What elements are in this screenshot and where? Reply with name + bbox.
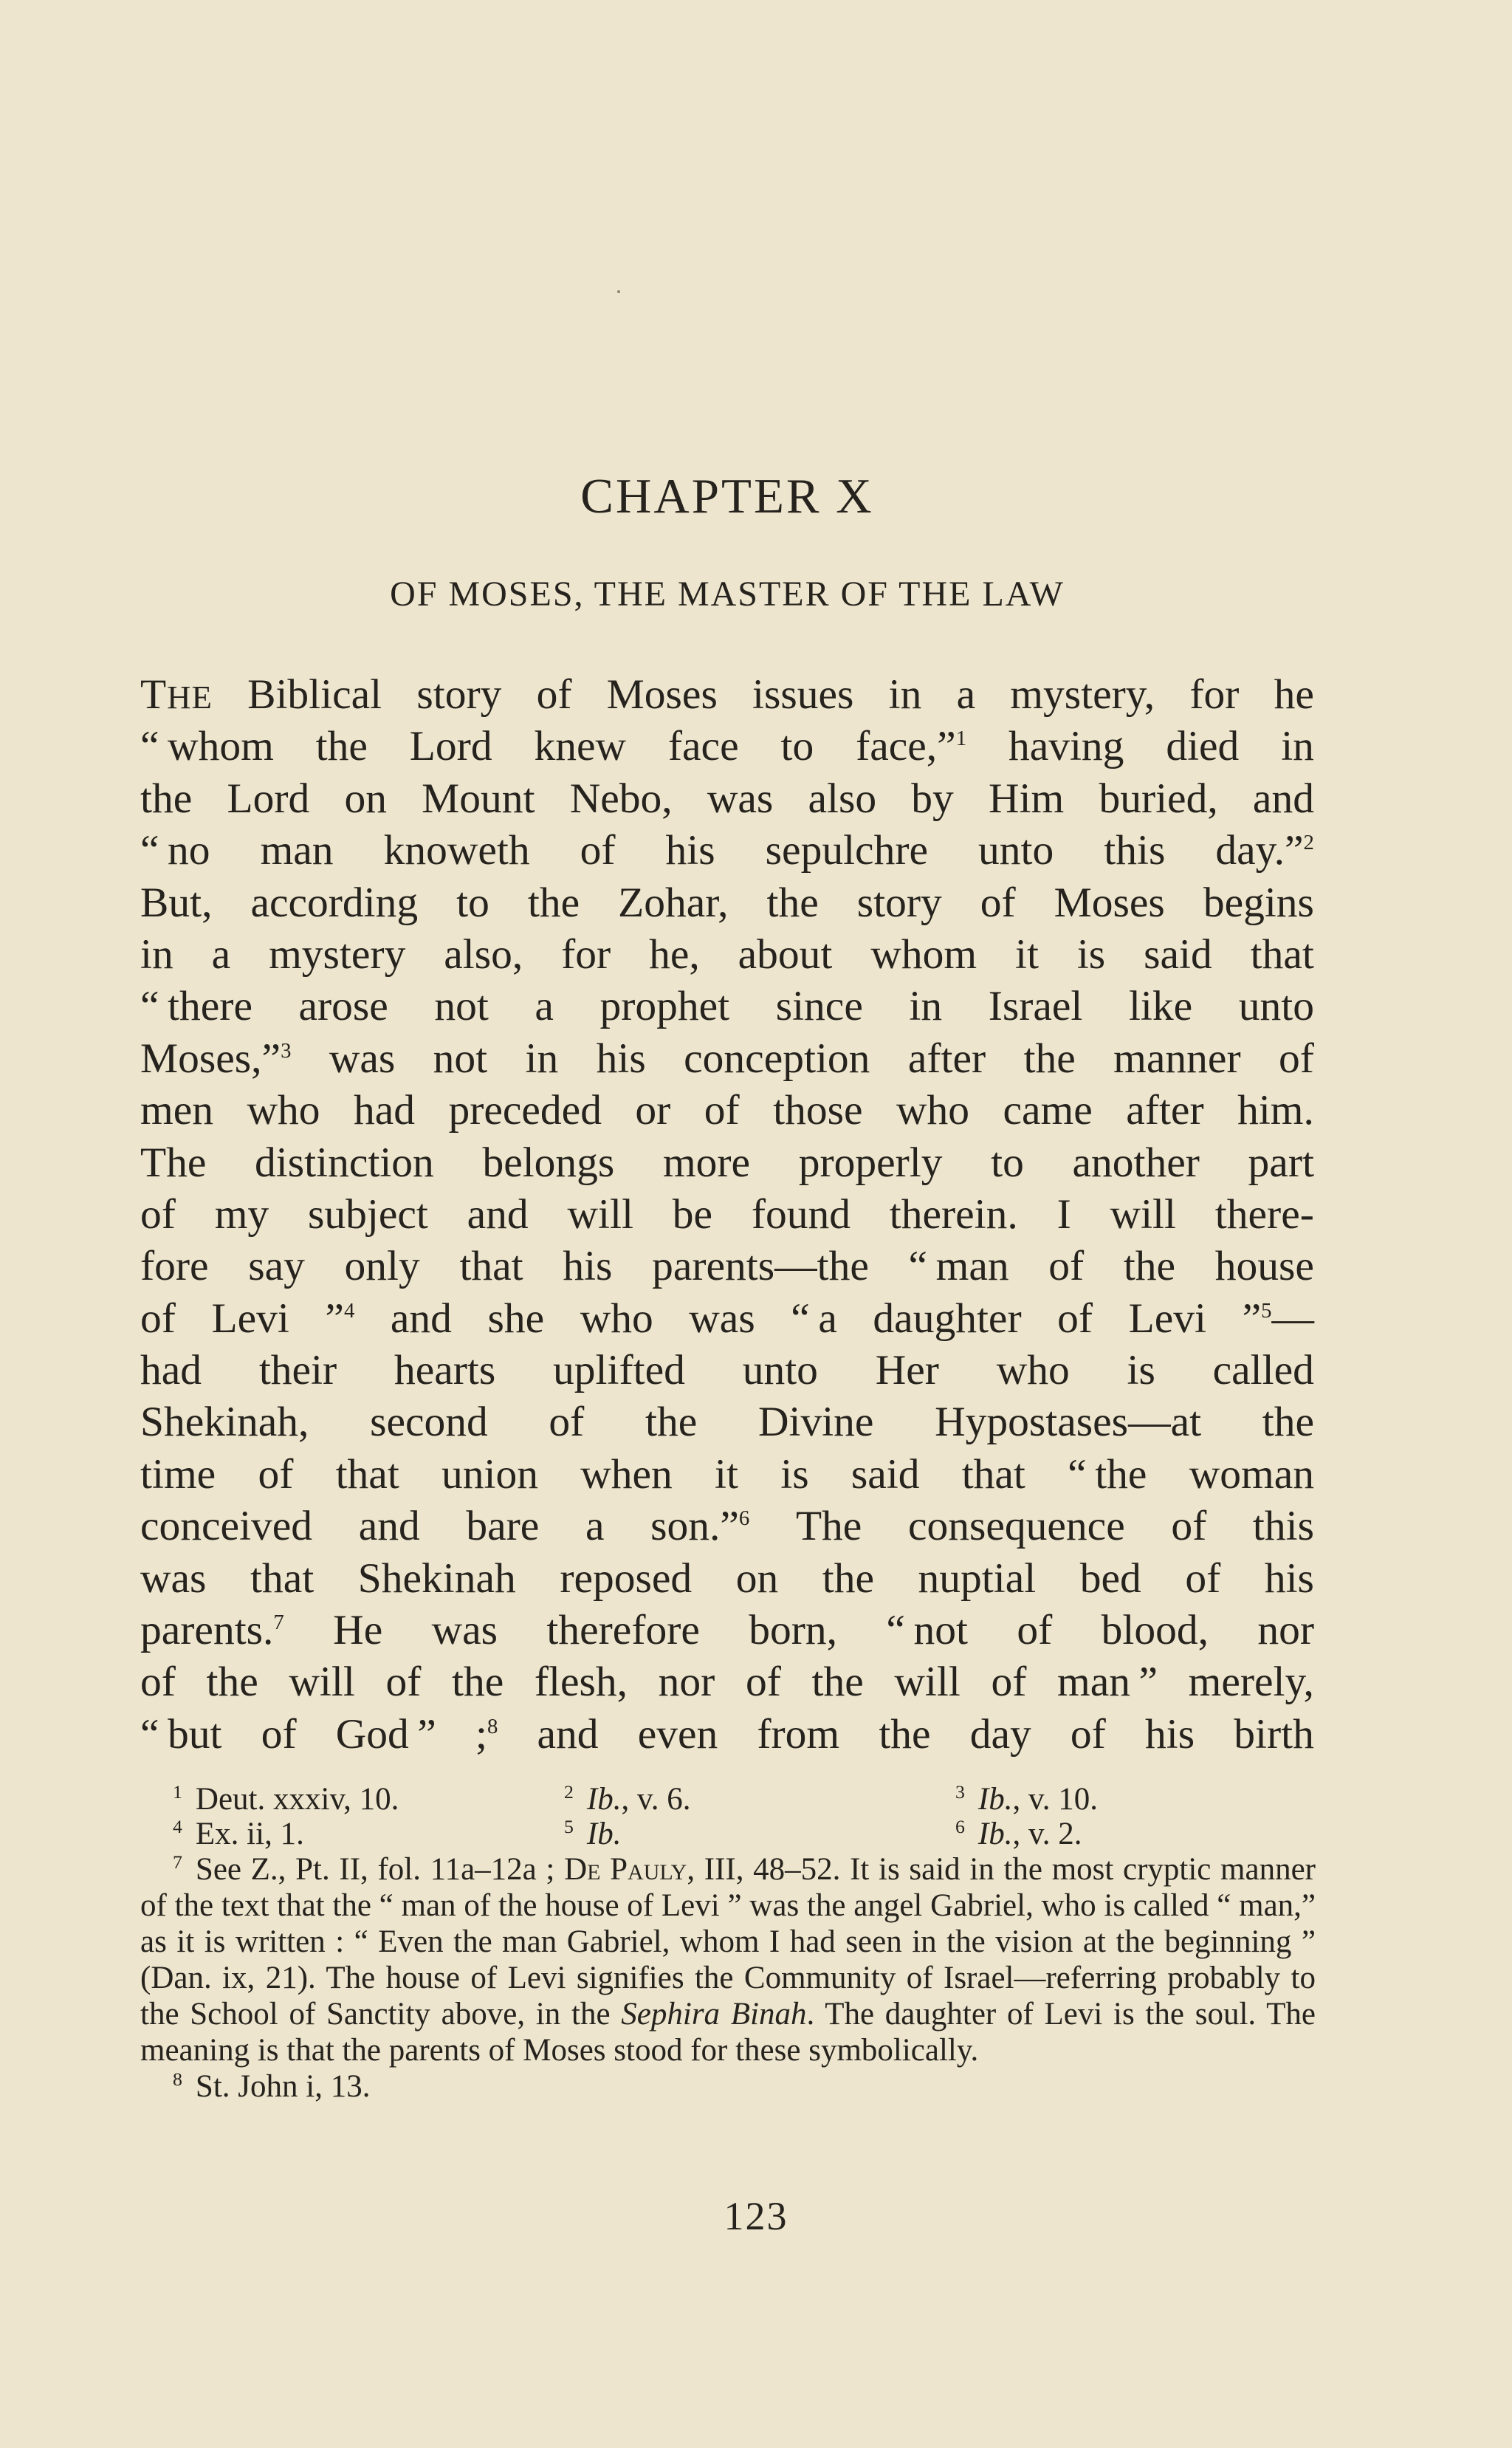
word: of xyxy=(1048,1243,1085,1290)
word: knoweth xyxy=(383,827,530,874)
word: therefore xyxy=(546,1607,700,1654)
word: fore xyxy=(140,1243,209,1290)
word: when xyxy=(580,1450,673,1498)
word: a xyxy=(535,983,554,1030)
short-footnotes xyxy=(140,1782,1316,1851)
word: only xyxy=(344,1243,420,1290)
word: subject xyxy=(307,1190,428,1238)
word: second xyxy=(370,1399,488,1446)
word: properly xyxy=(798,1139,943,1186)
word: to xyxy=(456,879,489,926)
word: of xyxy=(140,1295,176,1342)
footnote xyxy=(532,1782,923,1817)
word: I xyxy=(1056,1190,1071,1238)
word: is xyxy=(1127,1347,1155,1394)
word: son.”$^6$ xyxy=(650,1503,750,1550)
paper-speck xyxy=(617,290,620,293)
word: of xyxy=(991,1659,1027,1706)
body-line xyxy=(140,929,1314,981)
word: that xyxy=(961,1450,1025,1498)
word: belongs xyxy=(482,1139,615,1186)
word: “ whom xyxy=(140,723,274,770)
word: had xyxy=(140,1347,202,1394)
word: He xyxy=(333,1607,383,1654)
word: the xyxy=(645,1399,698,1446)
word: issues xyxy=(752,671,854,718)
word: house xyxy=(1214,1243,1314,1290)
word: on xyxy=(344,775,387,822)
word: parents.$^7$ xyxy=(140,1607,284,1654)
word: his xyxy=(1144,1710,1195,1758)
word: unto xyxy=(1238,983,1314,1030)
word: there- xyxy=(1214,1190,1314,1238)
word: of xyxy=(140,1659,176,1706)
word: was xyxy=(329,1035,396,1082)
word: that xyxy=(459,1243,523,1290)
footnotes xyxy=(140,1782,1316,2105)
body-line xyxy=(140,1137,1314,1189)
word: Shekinah, xyxy=(140,1399,309,1446)
body-line xyxy=(140,877,1314,929)
word: will xyxy=(894,1659,961,1706)
word: “ but xyxy=(140,1710,222,1758)
word: my xyxy=(214,1190,269,1238)
word: Nebo, xyxy=(569,775,673,822)
word: birth xyxy=(1234,1710,1314,1758)
word: flesh, xyxy=(534,1659,628,1706)
word: buried, xyxy=(1099,775,1218,822)
word: uplifted xyxy=(553,1347,685,1394)
word: born, xyxy=(749,1607,838,1654)
word: man ” xyxy=(1056,1659,1158,1706)
word: the xyxy=(206,1659,258,1706)
opening-word: THE xyxy=(140,671,213,718)
footnote-ref[interactable]: 1 xyxy=(955,727,967,751)
word: whom xyxy=(870,930,977,978)
body-line xyxy=(140,825,1314,877)
word: was xyxy=(707,775,774,822)
word: in xyxy=(888,671,922,718)
footnote-text: See Z., Pt. II, fol. 11a–12a ; xyxy=(195,1852,565,1887)
body-line xyxy=(140,1501,1314,1552)
footnote-number: 7 xyxy=(173,1851,182,1873)
word: ”$^5$— xyxy=(1242,1295,1314,1342)
word: unto xyxy=(978,827,1054,874)
word: Biblical xyxy=(247,671,382,718)
word: of xyxy=(258,1450,294,1498)
word: to xyxy=(780,723,814,770)
word: Her xyxy=(875,1347,939,1394)
word: men xyxy=(140,1087,213,1134)
footnote-8 xyxy=(140,2068,1316,2105)
word: of xyxy=(1278,1035,1314,1082)
word: him. xyxy=(1237,1087,1314,1134)
word: man xyxy=(260,827,334,874)
footnote-text: St. John i, 13. xyxy=(195,2069,371,2104)
word: The xyxy=(140,1139,207,1186)
body-line xyxy=(140,981,1314,1032)
word: Him xyxy=(989,775,1065,822)
word: say xyxy=(248,1243,305,1290)
footnote-text: Deut. xxxiv, 10. xyxy=(195,1782,399,1817)
word: part xyxy=(1248,1139,1314,1186)
word: “ man xyxy=(908,1243,1009,1290)
word: day.”$^2$ xyxy=(1215,827,1314,874)
footnote-ref[interactable]: 3 xyxy=(281,1038,292,1063)
word: preceded xyxy=(448,1087,602,1134)
footnote-text: Ex. ii, 1. xyxy=(195,1817,304,1851)
word: of xyxy=(536,671,572,718)
footnote-number: 3 xyxy=(955,1780,965,1803)
word: after xyxy=(1126,1087,1204,1134)
footnote xyxy=(140,1817,532,1851)
word: this xyxy=(1252,1503,1314,1550)
word: in xyxy=(140,930,173,978)
word: nor xyxy=(658,1659,715,1706)
footnote-ref[interactable]: 8 xyxy=(487,1714,498,1738)
ibid-abbreviation: Ib. xyxy=(977,1782,1013,1817)
word: bed xyxy=(1079,1554,1141,1602)
word: “ there xyxy=(140,983,252,1030)
word: said xyxy=(850,1450,920,1498)
footnote-ref[interactable]: 6 xyxy=(738,1506,750,1531)
body-line xyxy=(140,773,1314,825)
word: who xyxy=(580,1295,653,1342)
body-line xyxy=(140,721,1314,772)
word: Moses xyxy=(1054,879,1165,926)
word: But, xyxy=(140,879,213,926)
word: “ the xyxy=(1068,1450,1147,1498)
body-line xyxy=(140,1709,1314,1760)
word: the xyxy=(527,879,580,926)
footnote-number: 5 xyxy=(564,1815,574,1837)
word: more xyxy=(662,1139,751,1186)
word: this xyxy=(1104,827,1166,874)
word: Israel xyxy=(988,983,1083,1030)
word: day xyxy=(969,1710,1031,1758)
word: the xyxy=(1123,1243,1176,1290)
word: Mount xyxy=(422,775,535,822)
word: a xyxy=(956,671,976,718)
word: will xyxy=(289,1659,355,1706)
word: of xyxy=(1070,1710,1106,1758)
word: found xyxy=(751,1190,850,1238)
word: parents—the xyxy=(652,1243,869,1290)
word: The xyxy=(795,1503,862,1550)
word: died xyxy=(1166,723,1240,770)
body-line xyxy=(140,1605,1314,1656)
word: was xyxy=(431,1607,498,1654)
word: like xyxy=(1128,983,1193,1030)
body-line xyxy=(140,1449,1314,1501)
word: came xyxy=(1003,1087,1093,1134)
word: Divine xyxy=(757,1399,874,1446)
word: by xyxy=(911,775,954,822)
word: also xyxy=(808,775,877,822)
word: story xyxy=(856,879,942,926)
word: the xyxy=(811,1659,864,1706)
footnote-text xyxy=(587,1817,622,1851)
word: face,”$^1$ xyxy=(856,723,967,770)
word: is xyxy=(1076,930,1106,978)
word: not xyxy=(434,983,489,1030)
word: had xyxy=(353,1087,415,1134)
word: woman xyxy=(1189,1450,1314,1498)
word: prophet xyxy=(599,983,730,1030)
footnote xyxy=(923,1817,1316,1851)
word: face xyxy=(667,723,739,770)
body-line xyxy=(140,1293,1314,1345)
word: be xyxy=(672,1190,713,1238)
footnote-ref[interactable]: 5 xyxy=(1261,1298,1272,1323)
chapter-subtitle: OF MOSES, THE MASTER OF THE LAW xyxy=(390,575,1065,614)
word: union xyxy=(441,1450,539,1498)
word: time xyxy=(140,1450,216,1498)
word: who xyxy=(896,1087,970,1134)
page-number: 123 xyxy=(724,2194,788,2238)
word: he xyxy=(1274,671,1314,718)
word: for xyxy=(1189,671,1240,718)
body-line xyxy=(140,1189,1314,1241)
word: of xyxy=(1171,1503,1207,1550)
body-line xyxy=(140,1085,1314,1136)
word: his xyxy=(665,827,715,874)
word: manner xyxy=(1113,1035,1241,1082)
word: daughter xyxy=(873,1295,1022,1342)
word: will xyxy=(1110,1190,1176,1238)
footnote xyxy=(140,1782,532,1817)
footnote-number: 6 xyxy=(955,1815,965,1837)
word: the xyxy=(140,775,193,822)
word: and xyxy=(467,1190,529,1238)
word: of xyxy=(1017,1607,1053,1654)
word: merely, xyxy=(1188,1659,1314,1706)
word: the xyxy=(822,1554,874,1602)
word: the xyxy=(1023,1035,1076,1082)
word: who xyxy=(247,1087,320,1134)
word: a xyxy=(585,1503,605,1550)
footnote-ref[interactable]: 7 xyxy=(273,1610,284,1634)
word: and xyxy=(537,1710,599,1758)
word: distinction xyxy=(255,1139,434,1186)
word: that xyxy=(1250,930,1314,978)
word: said xyxy=(1144,930,1212,978)
word: she xyxy=(487,1295,545,1342)
word: consequence xyxy=(907,1503,1125,1550)
word: ;$^8$ xyxy=(475,1710,498,1758)
body-line xyxy=(140,1033,1314,1085)
word: ”$^4$ xyxy=(325,1295,355,1342)
word: from xyxy=(757,1710,840,1758)
word: arose xyxy=(298,983,388,1030)
body-line xyxy=(140,669,1314,721)
footnote-7 xyxy=(140,1851,1316,2068)
word: the xyxy=(1262,1399,1314,1446)
word: was xyxy=(689,1295,755,1342)
body-text xyxy=(140,669,1314,1760)
word: or xyxy=(635,1087,671,1134)
word: and xyxy=(390,1295,452,1342)
word: blood, xyxy=(1101,1607,1209,1654)
word: Levi xyxy=(1128,1295,1206,1342)
word: of xyxy=(1185,1554,1221,1602)
word: Moses,”$^3$ xyxy=(140,1035,292,1082)
word: “ not xyxy=(886,1607,968,1654)
chapter-title: CHAPTER X xyxy=(580,469,874,524)
word: of xyxy=(140,1190,176,1238)
footnote-number: 1 xyxy=(173,1780,182,1803)
footnote-number: 4 xyxy=(173,1815,182,1837)
word: for xyxy=(561,930,611,978)
word: in xyxy=(909,983,943,1030)
body-line xyxy=(140,1241,1314,1292)
word: Lord xyxy=(227,775,310,822)
word: a xyxy=(211,930,231,978)
word: will xyxy=(567,1190,633,1238)
word: of xyxy=(385,1659,422,1706)
word: the xyxy=(452,1659,504,1706)
word: mystery xyxy=(269,930,406,978)
footnote-ref[interactable]: 2 xyxy=(1303,831,1314,855)
word: in xyxy=(1281,723,1314,770)
footnote-number: 8 xyxy=(173,2068,182,2090)
footnote-text: , III, 48–52. It is said in the most cryptic manner of the text that the “ man of the house of Levi ” was the angel Gabriel, who is called “ man,” as it is written : “ Even the man Gabriel, whom I had seen in the vision at the beginning ” (Dan. ix, 21). The house of Levi signifies the Community of Israel—referring probably to the School of Sanctity above, in the xyxy=(140,1852,1316,2032)
word: hearts xyxy=(394,1347,496,1394)
word: those xyxy=(773,1087,863,1134)
ibid-abbreviation: Ib. xyxy=(977,1817,1013,1851)
word: on xyxy=(735,1554,779,1602)
word: also, xyxy=(444,930,523,978)
word: God ” xyxy=(335,1710,436,1758)
word: of xyxy=(704,1087,740,1134)
word: of xyxy=(580,827,616,874)
footnote-text: Ib., v. 2. xyxy=(977,1817,1082,1851)
word: since xyxy=(775,983,863,1030)
ibid-abbreviation: Ib. xyxy=(586,1782,622,1817)
footnote-text: Ib., v. 6. xyxy=(586,1782,691,1817)
word: the xyxy=(879,1710,931,1758)
word: Levi xyxy=(211,1295,289,1342)
word: that xyxy=(335,1450,399,1498)
word: it xyxy=(715,1450,738,1498)
word: reposed xyxy=(560,1554,693,1602)
word: in xyxy=(525,1035,559,1082)
word: Lord xyxy=(409,723,492,770)
word: of xyxy=(261,1710,297,1758)
word: begins xyxy=(1203,879,1314,926)
ibid-abbreviation: Ib. xyxy=(586,1817,622,1851)
word: of xyxy=(980,879,1016,926)
word: even xyxy=(637,1710,718,1758)
word: it xyxy=(1014,930,1039,978)
body-line xyxy=(140,1553,1314,1605)
word: their xyxy=(258,1347,337,1394)
word: his xyxy=(1264,1554,1314,1602)
word: nor xyxy=(1257,1607,1314,1654)
word: Hypostases—at xyxy=(935,1399,1202,1446)
footnote-text: . The daughter of Levi is the soul. The meaning is that the parents of Moses stood for these symbolically. xyxy=(140,1997,1316,2068)
word: story xyxy=(416,671,502,718)
word: having xyxy=(1008,723,1124,770)
word: and xyxy=(1252,775,1314,822)
word: Shekinah xyxy=(357,1554,516,1602)
word: Zohar, xyxy=(618,879,729,926)
word: nuptial xyxy=(918,1554,1037,1602)
word: “ no xyxy=(140,827,210,874)
word: conceived xyxy=(140,1503,313,1550)
body-line xyxy=(140,1345,1314,1396)
term: Sephira Binah xyxy=(621,1997,807,2032)
author-name: De Pauly xyxy=(564,1852,687,1887)
word: his xyxy=(563,1243,613,1290)
word: conception xyxy=(684,1035,870,1082)
footnote-number: 2 xyxy=(564,1780,574,1803)
word: the xyxy=(766,879,819,926)
word: he, xyxy=(649,930,700,978)
footnote-text: Ib., v. 10. xyxy=(977,1782,1098,1817)
word: mystery, xyxy=(1010,671,1155,718)
body-line xyxy=(140,1656,1314,1708)
word: of xyxy=(549,1399,585,1446)
word: “ a xyxy=(791,1295,837,1342)
word: that xyxy=(250,1554,315,1602)
word: is xyxy=(780,1450,809,1498)
word: called xyxy=(1212,1347,1314,1394)
word: Moses xyxy=(606,671,718,718)
word: knew xyxy=(534,723,626,770)
word: to xyxy=(991,1139,1024,1186)
word: was xyxy=(140,1554,207,1602)
word: after xyxy=(907,1035,986,1082)
footnote-ref[interactable]: 4 xyxy=(343,1298,355,1323)
body-line xyxy=(140,1396,1314,1448)
word: bare xyxy=(466,1503,540,1550)
word: of xyxy=(1057,1295,1093,1342)
word: who xyxy=(996,1347,1070,1394)
word: according xyxy=(250,879,419,926)
footnote xyxy=(923,1782,1316,1817)
word: therein. xyxy=(889,1190,1018,1238)
word: about xyxy=(738,930,833,978)
footnote xyxy=(532,1817,923,1851)
word: sepulchre xyxy=(765,827,928,874)
word: the xyxy=(315,723,368,770)
word: not xyxy=(433,1035,488,1082)
word: unto xyxy=(742,1347,818,1394)
word: his xyxy=(596,1035,646,1082)
word: and xyxy=(358,1503,420,1550)
word: of xyxy=(745,1659,781,1706)
word: another xyxy=(1072,1139,1200,1186)
